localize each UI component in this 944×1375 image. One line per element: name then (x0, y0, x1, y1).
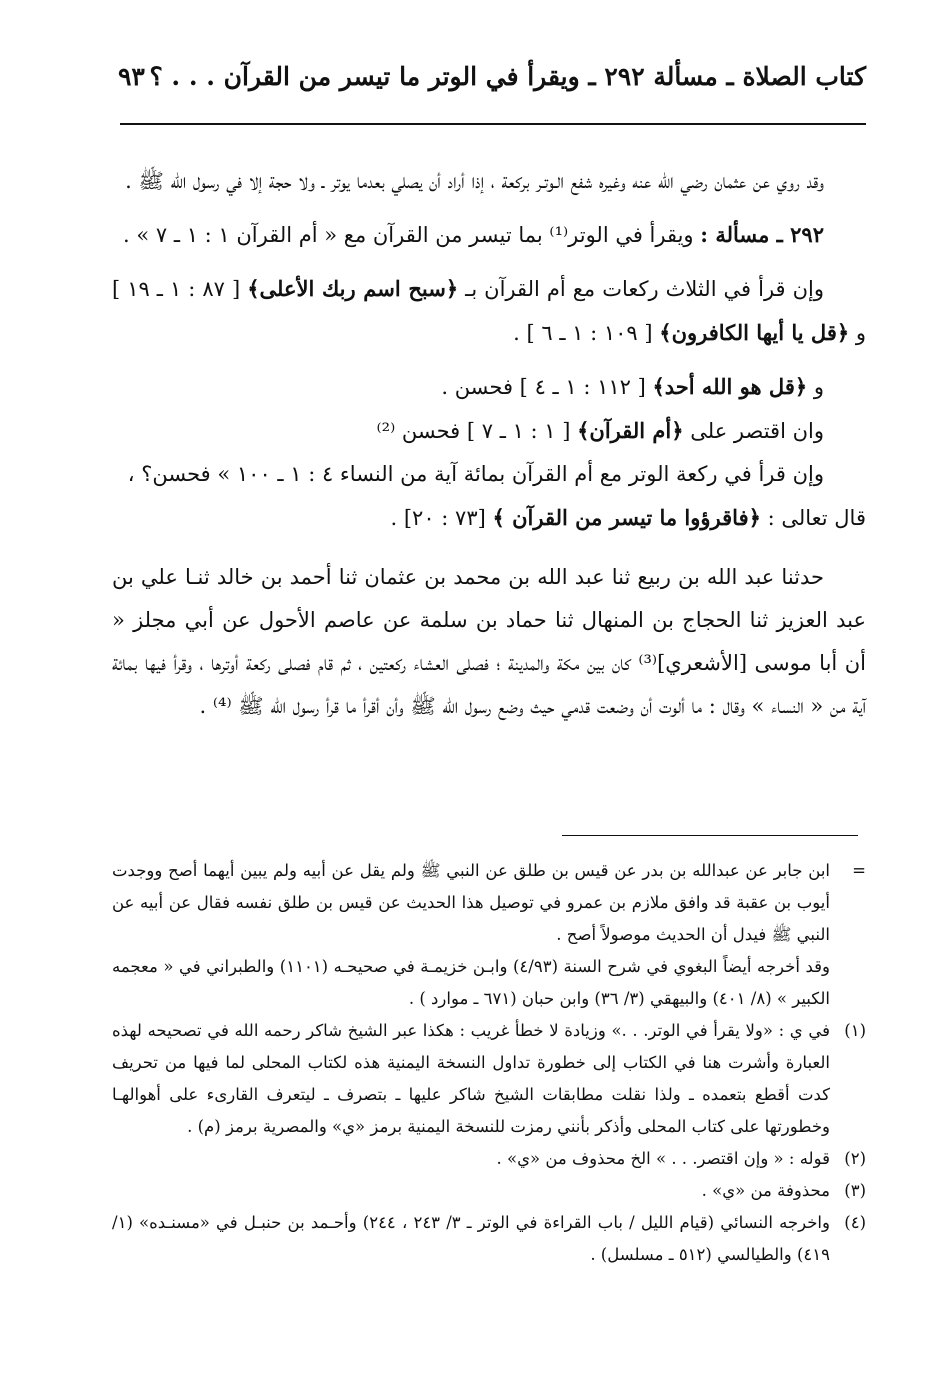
text-span: [ ١١٢ : ١ ـ ٤ ] فحسن . (441, 375, 653, 399)
paragraph-masala-292 (112, 213, 866, 257)
footnote-4 (112, 1207, 866, 1271)
text-span: [ ٨٧ : ١ ـ ١٩ ] و (112, 277, 866, 345)
paragraph-fatiha-only (112, 409, 866, 453)
text-span: [ ١ : ١ ـ ٧ ] فحسن ⁽²⁾ (376, 419, 578, 443)
footnote-text: واخرجه النسائي (قيام الليل / باب القراءة في الوتر ـ ٣/ ٢٤٣ ، ٢٤٤) وأحـمد بن حنبـل في «مسنـده» (١/ ٤١٩) والطيالسي (٥١٢ ـ مسلسل) . (112, 1213, 830, 1264)
footnote-marker: (٣) (844, 1181, 866, 1200)
text-span: وإن قرأ في الثلاث ركعات مع أم القرآن بـ (458, 277, 824, 301)
header-title: كتاب الصلاة ـ مسألة ٢٩٢ ـ ويقرأ في الوتر ما تيسر من القرآن . . . ؟ (149, 62, 866, 91)
masala-text: ويقرأ في الوتر⁽¹⁾ بما تيسر من القرآن مع « أم القرآن ١ : ١ ـ ٧ » . (123, 223, 701, 247)
text-span: و (807, 375, 824, 399)
footnote-marker: (١) (844, 1021, 866, 1040)
quran-quote-muzzammil: ﴿فاقرؤوا ما تيسر من القرآن ﴾ (492, 505, 761, 530)
header-rule (120, 123, 866, 125)
footnote-3 (112, 1175, 866, 1207)
paragraph-qala-taala (112, 496, 866, 540)
footnote-text: ابن جابر عن عبدالله بن بدر عن قيس بن طلق عن النبي ﷺ ولم يقل عن أبيه ولم يبين أيهما أصح ووجدت أيوب بن عقبة قد وافق ملازم بن عمرو في توصيل هذا الحديث عن قيس بن طلق نفسه فقال عن أبيه عن النبي ﷺ فيدل أن الحديث موصولاً أصح . (112, 861, 830, 944)
footnote-1 (112, 1015, 866, 1143)
quran-quote-ala: ﴿سبح اسم ربك الأعلى﴾ (247, 276, 459, 301)
text-span: قال تعالى : (760, 506, 866, 530)
footnote-continued-2 (112, 951, 866, 1015)
paragraph-ikhlas (112, 365, 866, 409)
footnotes (112, 855, 866, 1271)
paragraph-1: وقد روي عن عثمان رضي الله عنه وغيره شفع الـوتـر بركعة ، إذا أراد أن يصلي بعدما يوتر ـ ولا حجة إلا في رسول الله ﷺ . (125, 169, 824, 193)
footnote-marker: (٤) (844, 1213, 866, 1232)
footnote-marker: = (852, 861, 866, 880)
main-text (112, 160, 866, 728)
footnote-continued (112, 855, 866, 951)
page-number: ٩٣ (118, 62, 145, 91)
paragraph-hadith: حدثنا عبد الله بن ربيع ثنا عبد الله بن محمد بن عثمان ثنا أحمد بن خالد ثنـا علي بن عبد العزيز ثنا الحجاج بن المنهال ثنا حماد بن سلمة عن عاصم الأحول عن أبي مجلز « أن أبا موسى [الأشعري]⁽³⁾ كان بين مكة والمدينة ؛ فصلى العشاء ركعتين ، ثم قام فصلى ركعة أوترها ، وقرأ فيها بمائة آية من « النساء » وقال : ما ألوت أن وضعت قدمي حيث وضع رسول الله ﷺ وأن أقرأ ما قرأ رسول الله ﷺ ⁽⁴⁾ . (112, 565, 866, 718)
footnote-text: قوله : « وإن اقتصر. . . » الخ محذوف من «ي» . (496, 1149, 830, 1168)
footnote-marker: (٢) (844, 1149, 866, 1168)
running-header (112, 62, 866, 110)
footnote-text: محذوفة من «ي» . (701, 1181, 830, 1200)
quran-quote-ikhlas: ﴿قل هو الله أحد﴾ (652, 374, 808, 399)
quran-quote-kafirun: ﴿قل يا أيها الكافرون﴾ (659, 320, 850, 345)
quran-quote-fatiha: ﴿أم القرآن﴾ (577, 418, 684, 443)
text-span: [ ١٠٩ : ١ ـ ٦ ] . (513, 321, 660, 345)
paragraph-nisa: وإن قرأ في ركعة الوتر مع أم القرآن بمائة آية من النساء ٤ : ١ ـ ١٠٠ » فحسن؟ ، (127, 462, 824, 486)
text-span: وان اقتصر على (683, 419, 824, 443)
footnote-text: في ي : «ولا يقرأ في الوتر. . .» وزيادة لا خطأ غريب : هكذا عبر الشيخ شاكر رحمه الله في تصحيحه لهذه العبارة وأشرت هنا في الكتاب إلى خطورة تداول النسخة اليمنية هذه لكتاب المحلى لما فيها من تحريف كدت أقطع بتعمده ـ ولذا نقلت مطابقات الشيخ شاكر عليها ـ بتصرف ـ ليتعرف القارىء على أهوالهـا وخطورتها على كتاب المحلى وأذكر بأنني رمزت للنسخة اليمنية برمز «ي» والمصرية برمز (م) . (112, 1021, 830, 1136)
paragraph-three-rakaat (112, 267, 866, 355)
footnote-rule (562, 835, 858, 836)
masala-number: ٢٩٢ ـ مسألة : (700, 222, 824, 247)
footnote-text: وقد أخرجه أيضاً البغوي في شرح السنة (٤/٩٣) وابـن خزيمـة في صحيحـه (١١٠١) والطبراني في « معجمه الكبير » (٨/ ٤٠١) والبيهقي (٣/ ٣٦) وابن حبان (٦٧١ ـ موارد ) . (112, 957, 830, 1008)
footnote-2 (112, 1143, 866, 1175)
text-span: [٧٣ : ٢٠] . (390, 506, 493, 530)
